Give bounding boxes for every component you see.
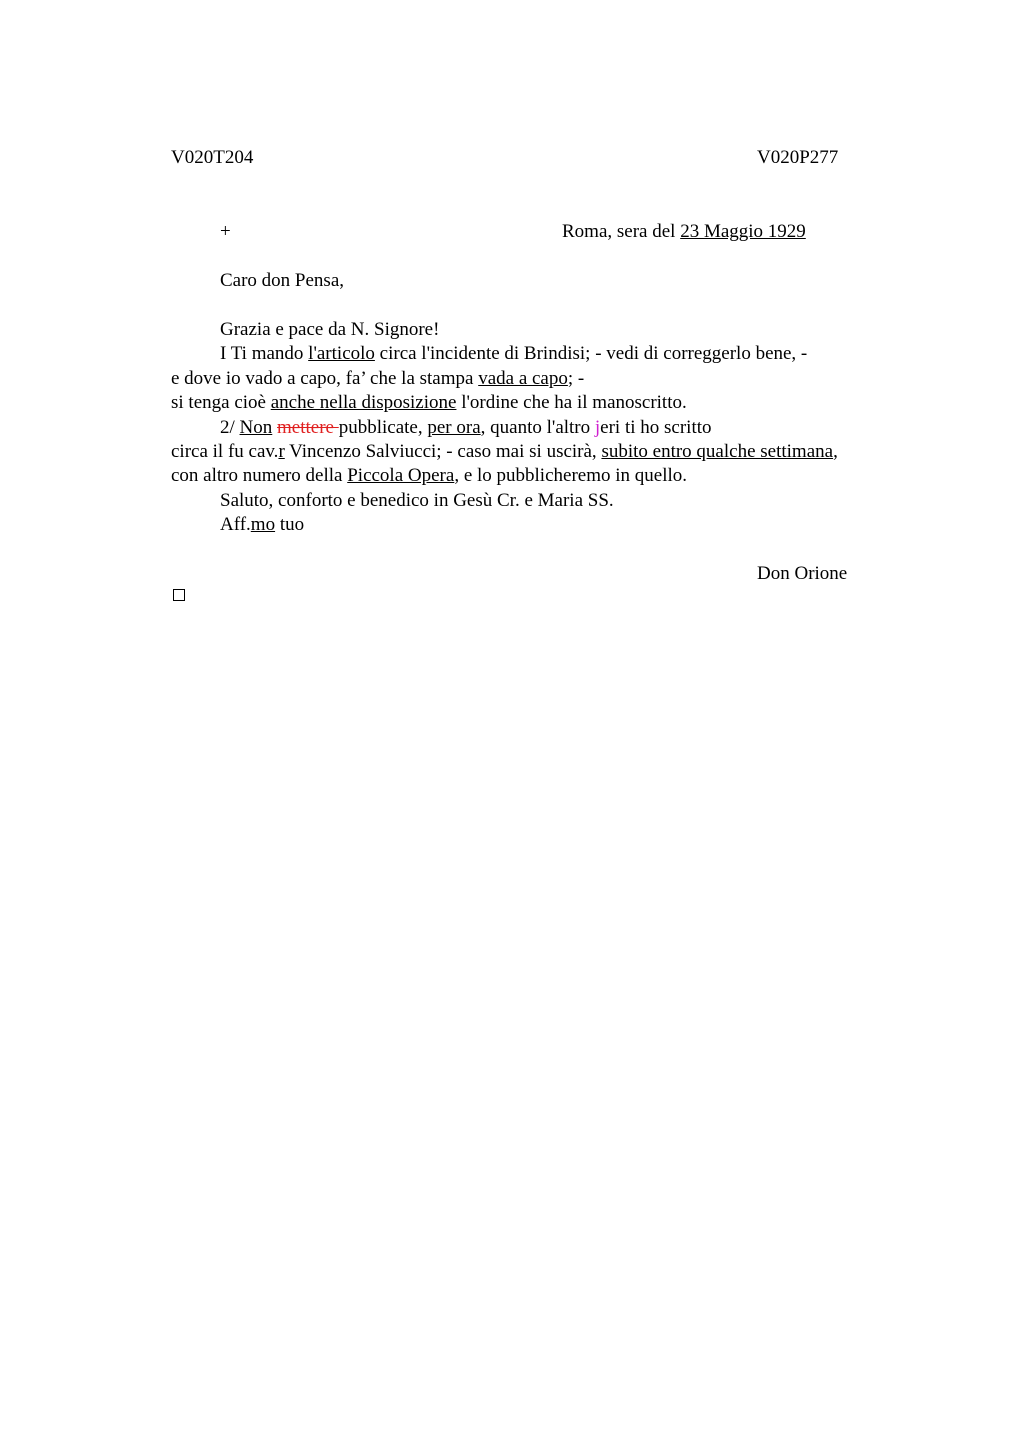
checkbox-square-icon — [173, 589, 185, 601]
body-line-3 — [171, 391, 687, 415]
underlined-run: mo — [250, 514, 276, 535]
date-prefix: Roma, sera del — [562, 221, 681, 242]
underlined-run: Piccola Opera — [347, 465, 455, 486]
text-run: 2/ — [220, 417, 240, 438]
affectionate-line — [220, 513, 304, 537]
body-line-5 — [171, 440, 838, 464]
underlined-run: vada a capo — [478, 368, 568, 389]
text-run: si tenga cioè — [171, 392, 271, 413]
text-run: e dove io vado a capo, fa’ che la stampa — [171, 368, 479, 389]
text-run: I Ti mando — [220, 343, 309, 364]
text-run: pubblicate, — [338, 417, 428, 438]
underlined-run: l'articolo — [308, 343, 375, 364]
text-run: ; - — [567, 368, 585, 389]
signature: Don Orione — [757, 563, 848, 584]
text-run: , quanto l'altro — [480, 417, 595, 438]
text-run: l'ordine che ha il manoscritto. — [456, 392, 687, 413]
salutation: Caro don Pensa, — [220, 270, 345, 291]
letter-date — [562, 220, 806, 244]
text-run: con altro numero della — [171, 465, 348, 486]
cross-mark: + — [220, 221, 231, 242]
underlined-run: subito entro qualche settimana — [601, 441, 834, 462]
underlined-run: per ora — [427, 417, 481, 438]
document-code-left: V020T204 — [171, 147, 254, 168]
body-line-6 — [171, 464, 687, 488]
text-run: circa l'incidente di Brindisi; - vedi di correggerlo bene, - — [374, 343, 808, 364]
closing-line: Saluto, conforto e benedico in Gesù Cr. e Maria SS. — [220, 490, 614, 511]
text-run: circa il fu cav. — [171, 441, 279, 462]
underlined-run: Non — [239, 417, 273, 438]
text-run: , e lo pubblicheremo in quello. — [454, 465, 688, 486]
text-run: eri ti ho scritto — [600, 417, 712, 438]
body-line-4 — [220, 416, 712, 440]
document-code-right: V020P277 — [757, 147, 839, 168]
struck-through-run: mettere — [277, 417, 339, 438]
text-run: Aff. — [220, 514, 251, 535]
corrected-letter: j — [594, 417, 601, 438]
text-run: Vincenzo Salviucci; - caso mai si uscirà, — [284, 441, 602, 462]
body-line-2 — [171, 367, 584, 391]
date-underlined: 23 Maggio 1929 — [680, 221, 806, 242]
text-run: tuo — [275, 514, 305, 535]
greeting: Grazia e pace da N. Signore! — [220, 319, 440, 340]
body-line-1 — [220, 342, 807, 366]
underlined-run: r — [278, 441, 285, 462]
underlined-run: anche nella disposizione — [270, 392, 457, 413]
text-run: , — [833, 441, 838, 462]
